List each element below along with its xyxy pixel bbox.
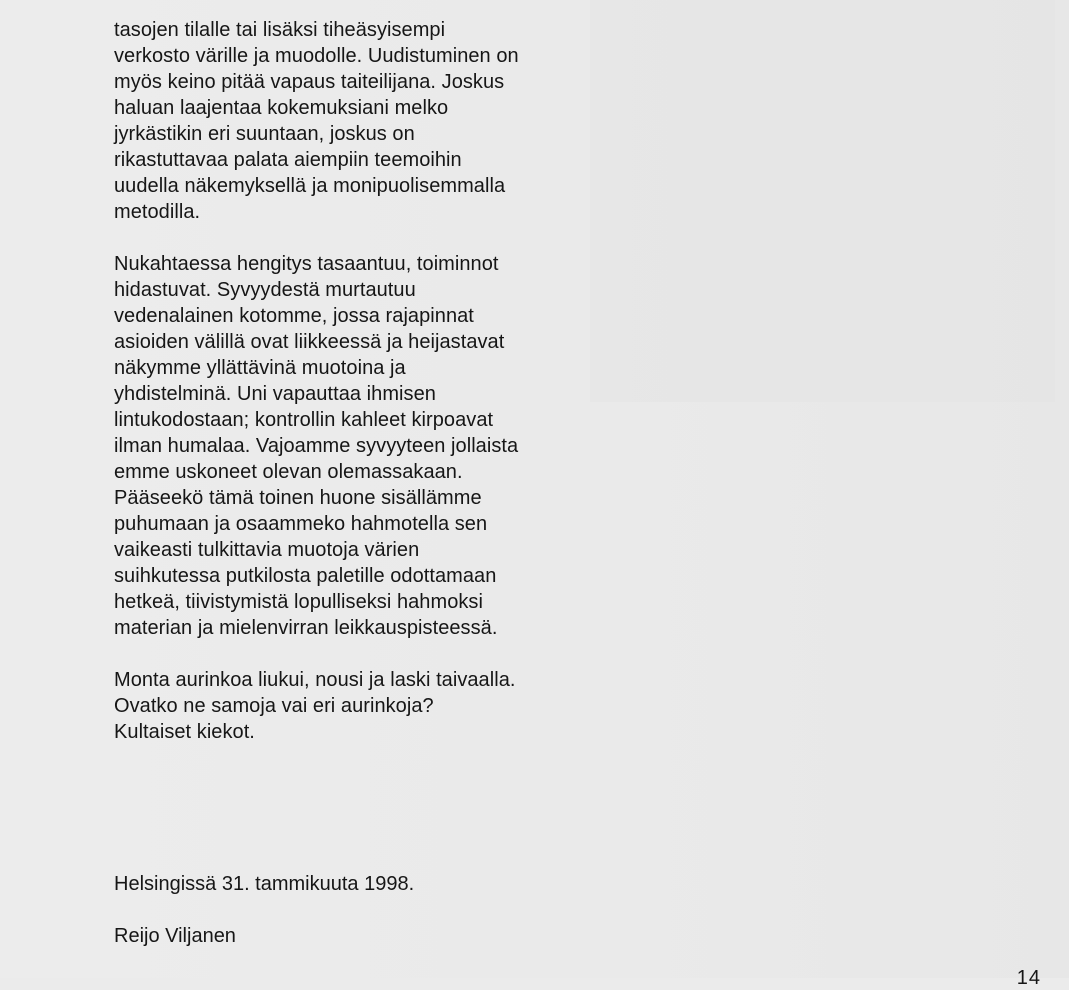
- paragraph-3: [114, 667, 584, 745]
- text-line: näkymme yllättävinä muotoina ja: [114, 357, 406, 379]
- paragraph-1: [114, 17, 584, 225]
- author-signature-line: Reijo Viljanen: [114, 925, 236, 947]
- text-line: jyrkästikin eri suuntaan, joskus on: [114, 123, 415, 145]
- place-date-line: Helsingissä 31. tammikuuta 1998.: [114, 873, 415, 895]
- text-line: yhdistelminä. Uni vapauttaa ihmisen: [114, 383, 436, 405]
- page-number: 14: [1016, 967, 1041, 989]
- text-line: tasojen tilalle tai lisäksi tiheäsyisempi: [114, 19, 446, 41]
- text-line: suihkutessa putkilosta paletille odottamaan: [114, 565, 497, 587]
- text-line: haluan laajentaa kokemuksiani melko: [114, 97, 449, 119]
- text-line: Monta aurinkoa liukui, nousi ja laski taivaalla.: [114, 669, 516, 691]
- text-line: asioiden välillä ovat liikkeessä ja heijastavat: [114, 331, 505, 353]
- text-line: emme uskoneet olevan olemassakaan.: [114, 461, 463, 483]
- paragraph-gap: [114, 641, 584, 667]
- text-line: vaikeasti tulkittavia muotoja värien: [114, 539, 420, 561]
- paragraph-2: [114, 251, 584, 641]
- text-line: myös keino pitää vapaus taiteilijana. Joskus: [114, 71, 505, 93]
- paragraph-gap: [114, 225, 584, 251]
- paper-show-through: [590, 0, 1055, 402]
- text-column: [114, 17, 584, 745]
- text-line: Pääseekö tämä toinen huone sisällämme: [114, 487, 482, 509]
- text-line: rikastuttavaa palata aiempiin teemoihin: [114, 149, 462, 171]
- text-line: ilman humalaa. Vajoamme syvyyteen jollaista: [114, 435, 519, 457]
- text-line: materian ja mielenvirran leikkauspisteessä.: [114, 617, 498, 639]
- text-line: Nukahtaessa hengitys tasaantuu, toiminnot: [114, 253, 499, 275]
- text-line: hetkeä, tiivistymistä lopulliseksi hahmoksi: [114, 591, 483, 613]
- text-line: Kultaiset kiekot.: [114, 721, 255, 743]
- text-line: lintukodostaan; kontrollin kahleet kirpoavat: [114, 409, 494, 431]
- text-line: metodilla.: [114, 201, 201, 223]
- text-line: uudella näkemyksellä ja monipuolisemmalla: [114, 175, 506, 197]
- text-line: verkosto värille ja muodolle. Uudistuminen on: [114, 45, 519, 67]
- text-line: vedenalainen kotomme, jossa rajapinnat: [114, 305, 474, 327]
- text-line: hidastuvat. Syvyydestä murtautuu: [114, 279, 416, 301]
- text-line: Ovatko ne samoja vai eri aurinkoja?: [114, 695, 434, 717]
- text-line: puhumaan ja osaammeko hahmotella sen: [114, 513, 488, 535]
